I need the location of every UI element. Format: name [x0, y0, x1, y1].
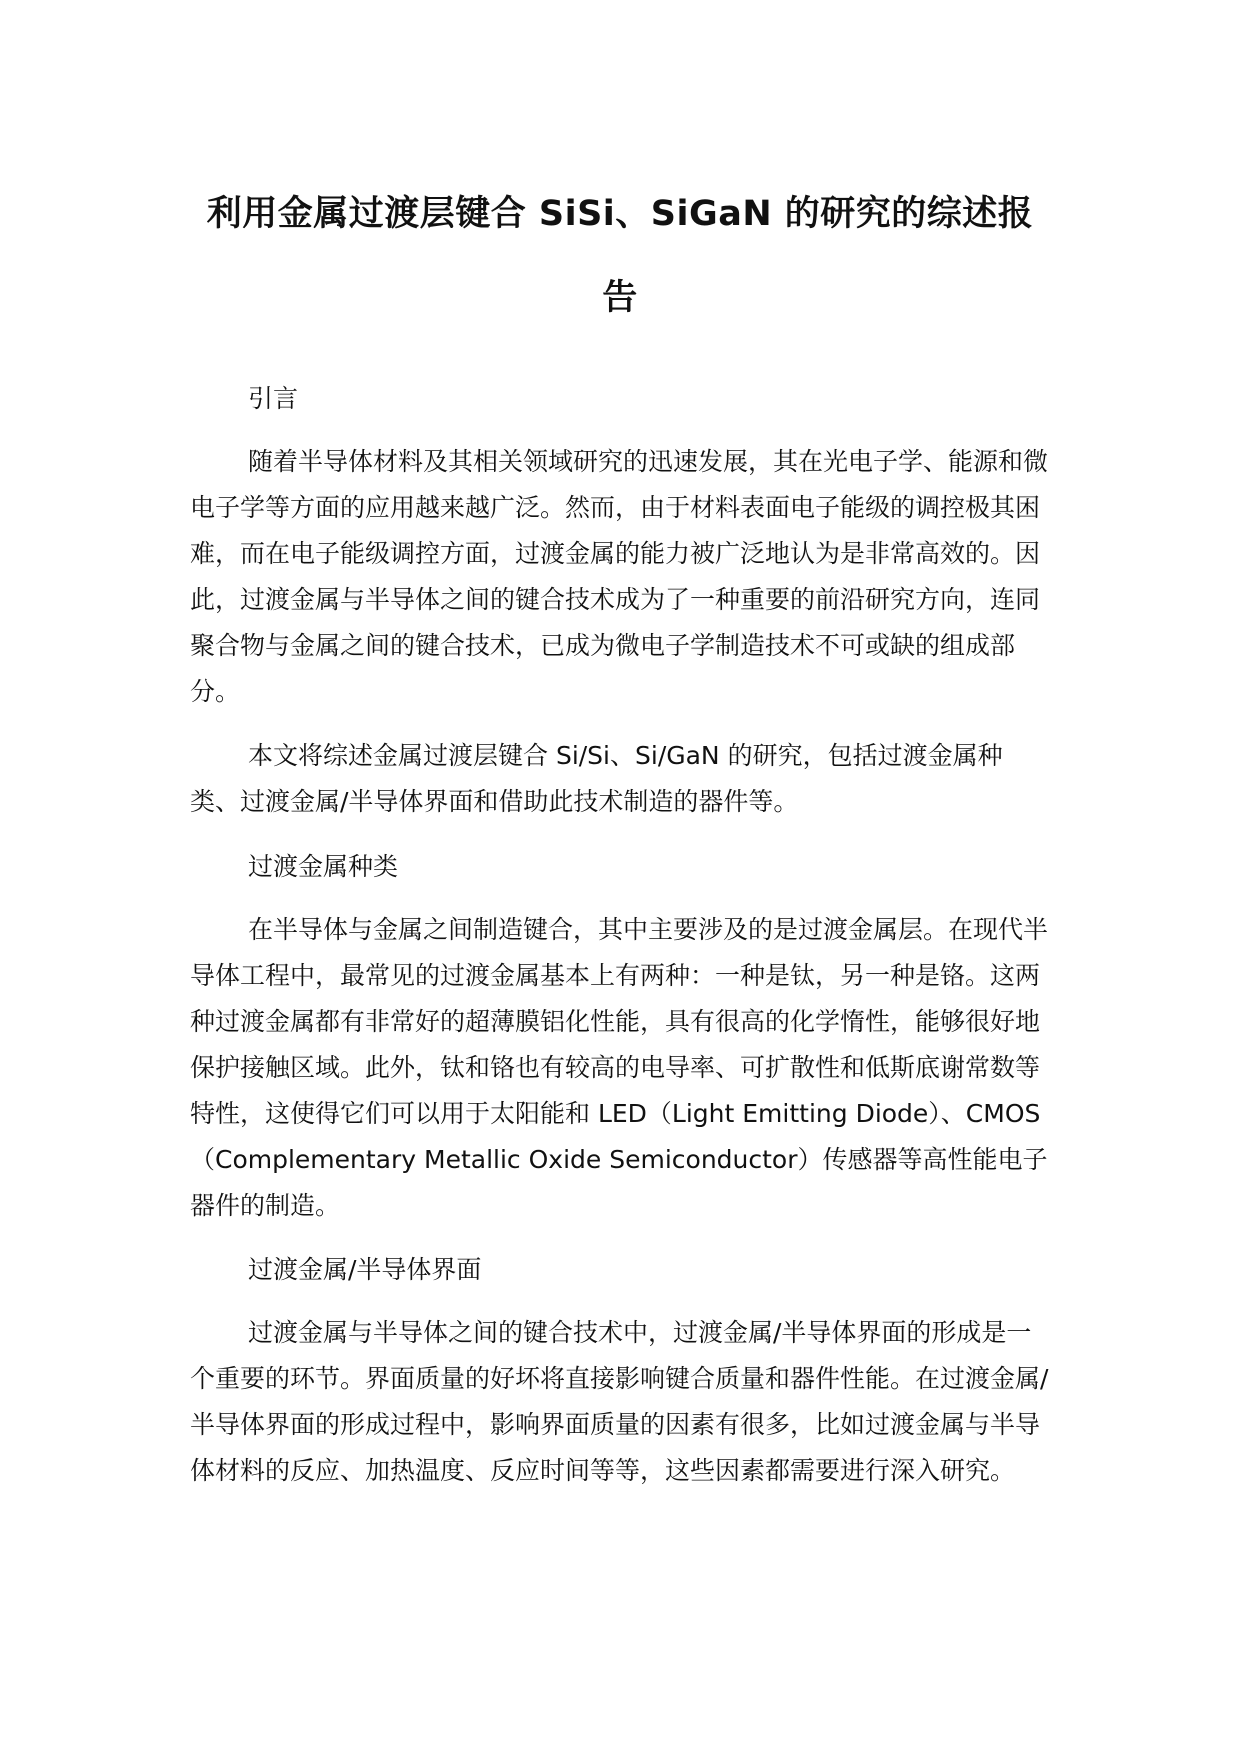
section-heading-intro: 引言: [248, 384, 299, 413]
paragraph-metal-types: 在半导体与金属之间制造键合，其中主要涉及的是过渡金属层。在现代半导体工程中，最常见的过渡金属基本上有两种：一种是钛，另一种是铬。这两种过渡金属都有非常好的超薄膜铝化性能，具有很高的化学惰性，能够很好地保护接触区域。此外，钛和铬也有较高的电导率、可扩散性和低斯底谢常数等特性，这使得它们可以用于太阳能和 LED（Light Emitting Diode）、CMOS（Complementary Metallic Oxide Semiconductor）传感器等高性能电子器件的制造。: [190, 915, 1049, 1220]
paragraph-interface: 过渡金属与半导体之间的键合技术中，过渡金属/半导体界面的形成是一个重要的环节。界面质量的好坏将直接影响键合质量和器件性能。在过渡金属/半导体界面的形成过程中，影响界面质量的因素有很多，比如过渡金属与半导体材料的反应、加热温度、反应时间等等，这些因素都需要进行深入研究。: [190, 1318, 1049, 1485]
section-heading-metal-types: 过渡金属种类: [248, 852, 399, 881]
document-title: 利用金属过渡层键合 SiSi、SiGaN 的研究的综述报告: [206, 194, 1034, 318]
paragraph-intro-scope: 本文将综述金属过渡层键合 Si/Si、Si/GaN 的研究，包括过渡金属种类、过渡金属/半导体界面和借助此技术制造的器件等。: [190, 741, 1003, 816]
paragraph-intro-background: 随着半导体材料及其相关领域研究的迅速发展，其在光电子学、能源和微电子学等方面的应用越来越广泛。然而，由于材料表面电子能级的调控极其困难，而在电子能级调控方面，过渡金属的能力被广泛地认为是非常高效的。因此，过渡金属与半导体之间的键合技术成为了一种重要的前沿研究方向，连同聚合物与金属之间的键合技术，已成为微电子学制造技术不可或缺的组成部分。: [190, 447, 1049, 706]
section-heading-interface: 过渡金属/半导体界面: [248, 1255, 482, 1284]
